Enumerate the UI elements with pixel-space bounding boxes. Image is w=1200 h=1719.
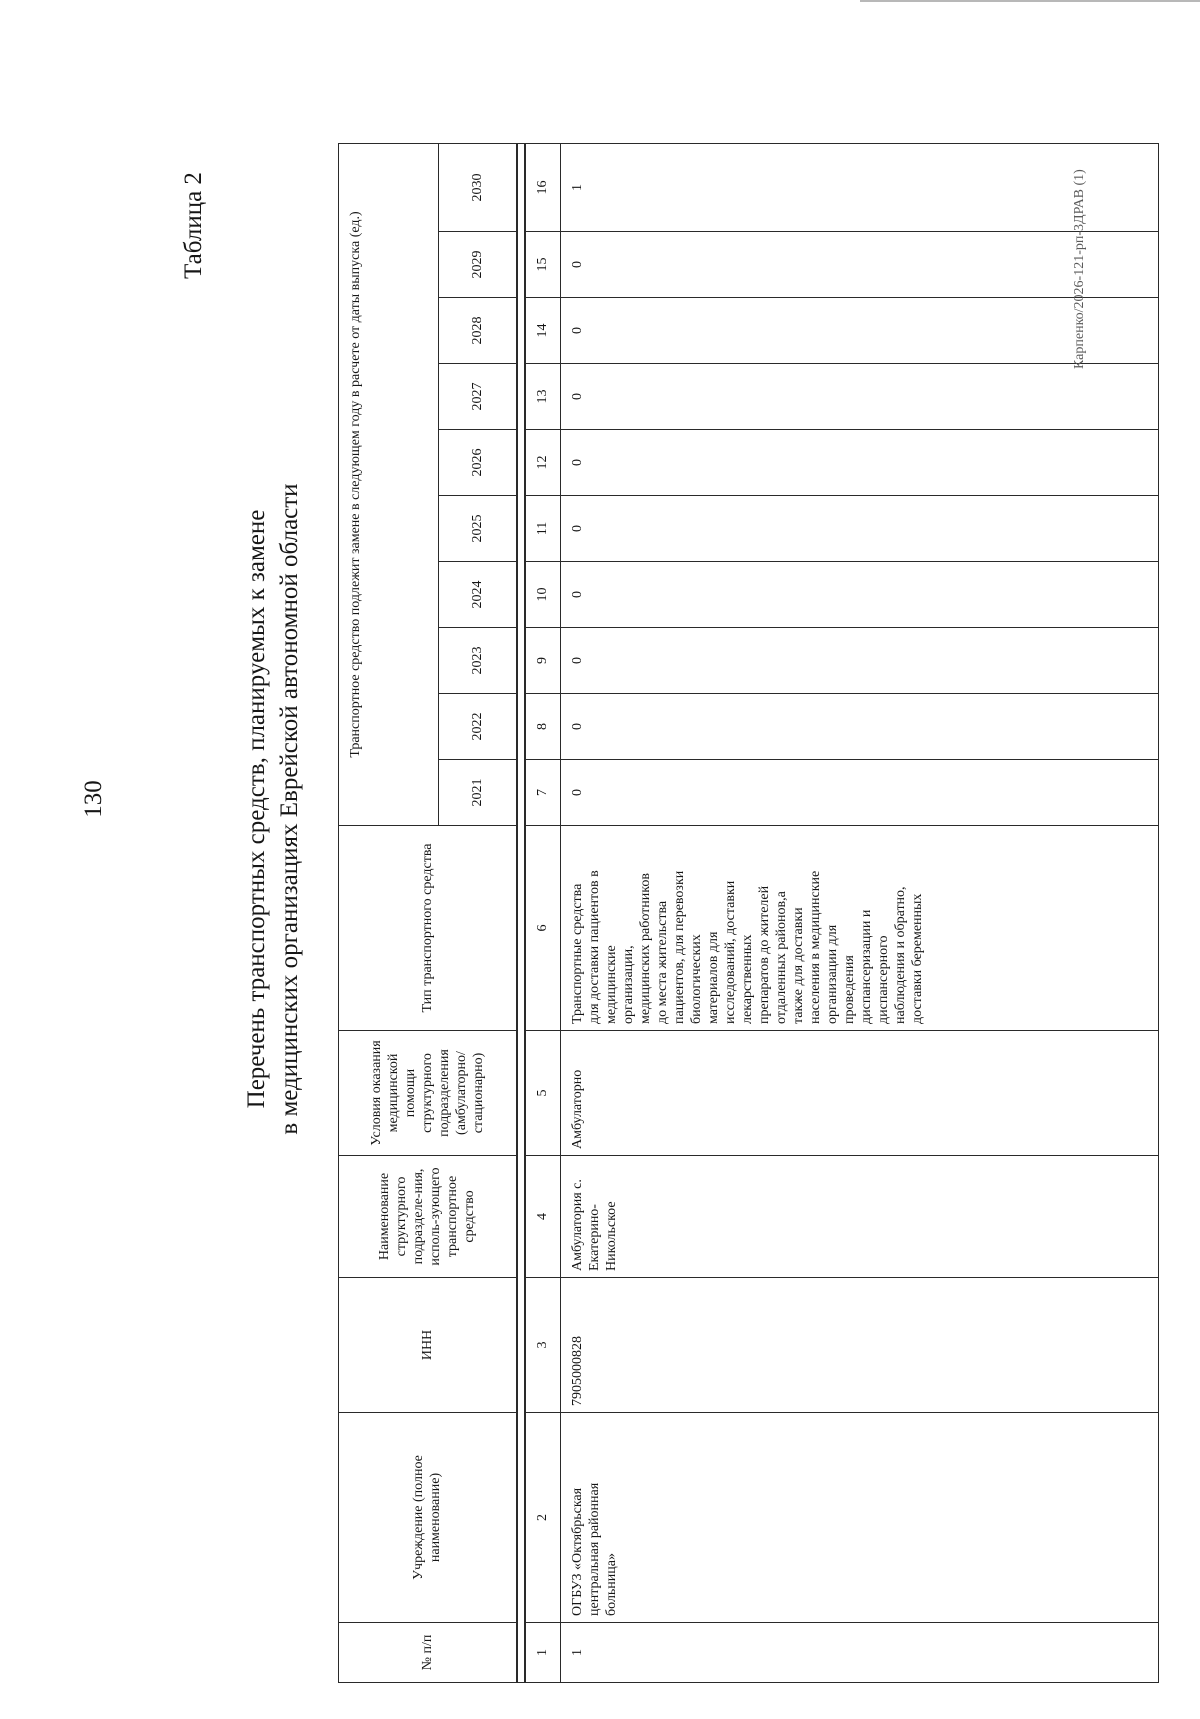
row-value-2028: 0 xyxy=(561,298,1159,364)
column-number: 3 xyxy=(525,1278,561,1413)
column-number: 8 xyxy=(525,694,561,760)
header-conditions: Условия оказания медицинской помощи структурного подразделения (амбулаторно/ стационарно) xyxy=(339,1031,517,1156)
row-institution: ОГБУЗ «Октябрьская центральная районная больница» xyxy=(561,1413,1159,1623)
header-subdivision: Наименование структурного подразделе-ния, исполь-зующего транспортное средство xyxy=(339,1156,517,1278)
column-number: 1 xyxy=(525,1623,561,1683)
header-inn: ИНН xyxy=(339,1278,517,1413)
row-value-2025: 0 xyxy=(561,496,1159,562)
column-number: 5 xyxy=(525,1031,561,1156)
year-2027: 2027 xyxy=(439,364,517,430)
document-title xyxy=(240,229,306,1389)
page-number: 130 xyxy=(80,780,107,818)
row-value-2027: 0 xyxy=(561,364,1159,430)
year-2028: 2028 xyxy=(439,298,517,364)
year-2026: 2026 xyxy=(439,430,517,496)
year-2029: 2029 xyxy=(439,232,517,298)
column-number: 7 xyxy=(525,760,561,826)
column-number-row xyxy=(525,144,561,1683)
title-line-1: Перечень транспортных средств, планируемых к замене xyxy=(243,509,270,1109)
header-institution: Учреждение (полное наименование) xyxy=(339,1413,517,1623)
column-number: 6 xyxy=(525,826,561,1031)
column-number: 14 xyxy=(525,298,561,364)
year-2030: 2030 xyxy=(439,144,517,232)
column-number: 11 xyxy=(525,496,561,562)
row-value-2024: 0 xyxy=(561,562,1159,628)
row-value-2030: 1 xyxy=(561,144,1159,232)
vehicles-table xyxy=(338,143,1159,1683)
column-number: 15 xyxy=(525,232,561,298)
column-number: 2 xyxy=(525,1413,561,1623)
year-2022: 2022 xyxy=(439,694,517,760)
header-separator xyxy=(517,144,525,1683)
column-number: 4 xyxy=(525,1156,561,1278)
row-vehicle-type: Транспортные средства для доставки пациентов в медицинские организации, медицинских работников до места жительства пациентов, для перевозки биологических материалов для исследований, доставки лекарственных препаратов до жителей отдаленных районов,а также для доставки населения в медицинские организации для проведения диспансеризации и диспансерного наблюдения и обратно, доставки беременных xyxy=(561,826,1159,1031)
row-inn: 7905000828 xyxy=(561,1278,1159,1413)
row-value-2022: 0 xyxy=(561,694,1159,760)
column-number: 13 xyxy=(525,364,561,430)
document-footer: Карпенко/2026-121-рп-3ДРАВ (1) xyxy=(1072,169,1087,369)
column-number: 9 xyxy=(525,628,561,694)
header-row xyxy=(339,144,439,1683)
column-number: 16 xyxy=(525,144,561,232)
year-2023: 2023 xyxy=(439,628,517,694)
header-replacement-group: Транспортное средство подлежит замене в следующем году в расчете от даты выпуска (ед.) xyxy=(339,144,439,826)
row-conditions: Амбулаторно xyxy=(561,1031,1159,1156)
row-value-2029: 0 xyxy=(561,232,1159,298)
title-line-2: в медицинских организациях Еврейской автономной области xyxy=(276,483,303,1135)
header-vehicle-type: Тип транспортного средства xyxy=(339,826,517,1031)
year-2024: 2024 xyxy=(439,562,517,628)
row-value-2023: 0 xyxy=(561,628,1159,694)
table-row xyxy=(561,144,1159,1683)
column-number: 10 xyxy=(525,562,561,628)
column-number: 12 xyxy=(525,430,561,496)
year-2025: 2025 xyxy=(439,496,517,562)
row-value-2026: 0 xyxy=(561,430,1159,496)
row-subdivision: Амбулатория с. Екатерино-Никольское xyxy=(561,1156,1159,1278)
year-2021: 2021 xyxy=(439,760,517,826)
row-num: 1 xyxy=(561,1623,1159,1683)
row-value-2021: 0 xyxy=(561,760,1159,826)
table-label: Таблица 2 xyxy=(180,172,207,279)
header-num: № п/п xyxy=(339,1623,517,1683)
